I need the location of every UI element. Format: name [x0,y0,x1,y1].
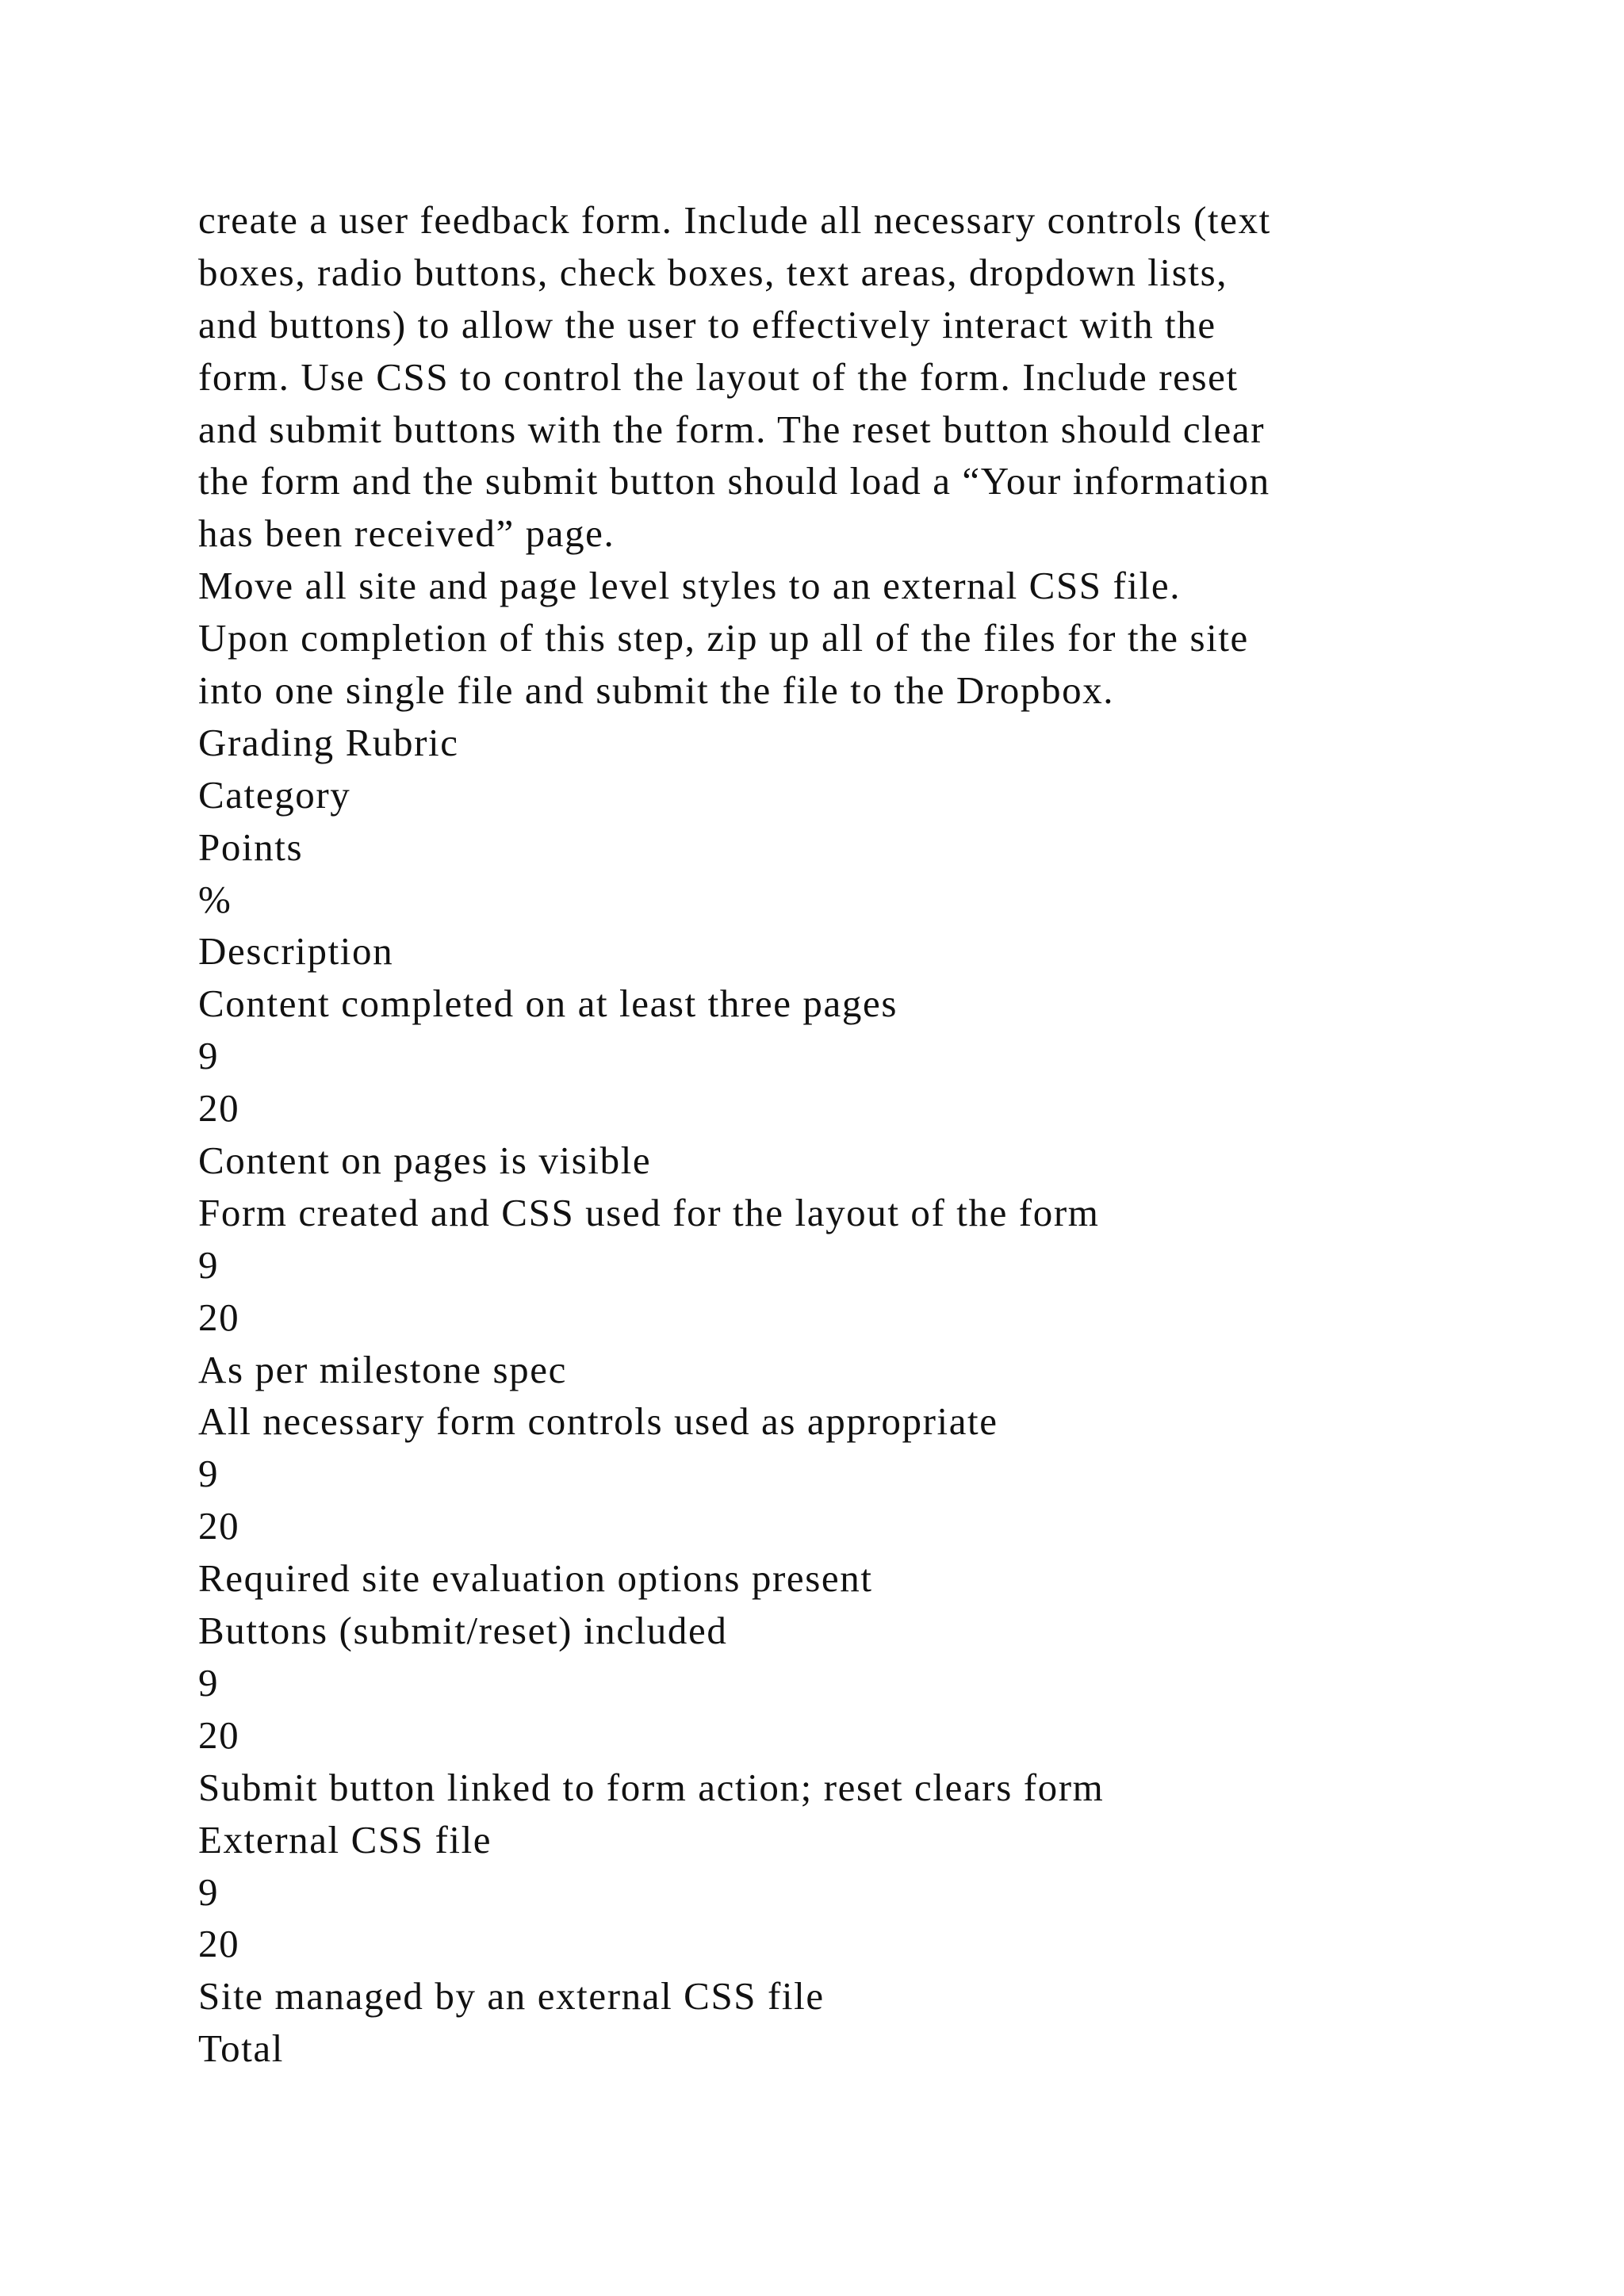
document-page [198,194,1546,2075]
rubric-category: External CSS file [198,1817,492,1862]
rubric-category: Content completed on at least three pages [198,982,898,1026]
rubric-category: Buttons (submit/reset) included [198,1609,728,1653]
paragraph-line: Move all site and page level styles to an external CSS file. [198,564,1182,608]
rubric-points: 9 [198,1660,220,1705]
rubric-description: Required site evaluation options present [198,1556,873,1601]
rubric-percent: 20 [198,1504,240,1548]
paragraph-line: create a user feedback form. Include all necessary controls (text [198,198,1271,242]
paragraph-line: and buttons) to allow the user to effectively interact with the [198,302,1216,346]
rubric-points: 9 [198,1242,220,1287]
paragraph-line: has been received” page. [198,511,615,556]
rubric-description: Site managed by an external CSS file [198,1974,825,2019]
rubric-column-header: Points [198,825,304,869]
rubric-column-header: Category [198,772,351,817]
rubric-total-label: Total [198,2026,284,2071]
paragraph-line: the form and the submit button should load a “Your information [198,459,1270,503]
rubric-description: As per milestone spec [198,1347,567,1391]
paragraph-line: and submit buttons with the form. The reset button should clear [198,407,1266,451]
rubric-percent: 20 [198,1712,240,1757]
rubric-heading: Grading Rubric [198,720,459,764]
rubric-category: All necessary form controls used as appropriate [198,1399,998,1444]
paragraph-line: Upon completion of this step, zip up all of the files for the site [198,616,1249,660]
rubric-points: 9 [198,1452,220,1496]
rubric-points: 9 [198,1869,220,1914]
rubric-column-header: % [198,877,232,921]
rubric-description: Submit button linked to form action; reset clears form [198,1765,1105,1809]
rubric-percent: 20 [198,1922,240,1966]
rubric-column-header: Description [198,929,394,974]
rubric-category: Form created and CSS used for the layout of the form [198,1190,1100,1234]
paragraph-line: into one single file and submit the file to the Dropbox. [198,668,1115,713]
rubric-percent: 20 [198,1295,240,1339]
rubric-points: 9 [198,1034,220,1078]
paragraph-line: boxes, radio buttons, check boxes, text areas, dropdown lists, [198,250,1228,294]
rubric-percent: 20 [198,1086,240,1131]
rubric-description: Content on pages is visible [198,1138,652,1183]
paragraph-line: form. Use CSS to control the layout of the form. Include reset [198,354,1239,399]
